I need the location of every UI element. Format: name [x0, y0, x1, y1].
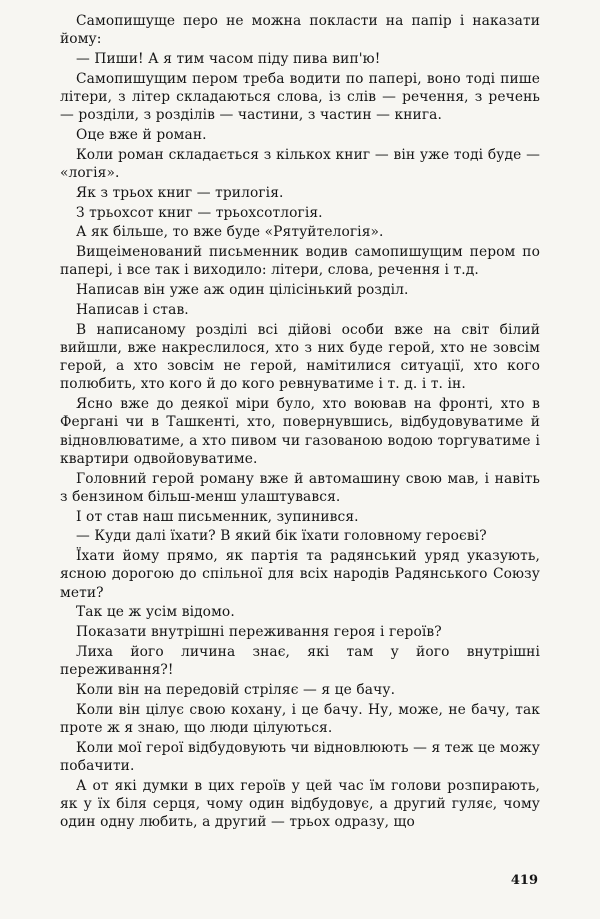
paragraph: Показати внутрішні переживання героя і героїв?	[76, 624, 442, 641]
paragraph: Написав він уже аж один цілісінький розділ.	[76, 282, 409, 299]
paragraph: Оце вже й роман.	[76, 127, 207, 143]
paragraph: В написаному розділі всі дійові особи вже на світ білий вийшли, вже накреслилося, хто з них буде герой, хто не зовсім герой, а хто зовсім не герой, намітилися ситуації, хто кого полюбить, хто кого й до кого ревнуватиме і т. д. і т. ін.	[60, 321, 540, 393]
paragraph: — Куди далі їхати? В який бік їхати головному героєві?	[76, 528, 487, 545]
paragraph: Їхати йому прямо, як партія та радянський уряд указують, ясною дорогою до спільної для всіх народів Радянського Союзу мети?	[60, 548, 540, 601]
page-number: 419	[510, 873, 538, 888]
paragraph: Головний герой роману вже й автомашину свою мав, і навіть з бензином більш-менш улаштувався.	[60, 470, 540, 505]
page-text	[60, 12, 540, 833]
paragraph: А от які думки в цих героїв у цей час їм голови розпирають, як у їх біля серця, чому один відбудовує, а другий гуляє, чому один одну любить, а другий — трьох одразу, що	[60, 777, 540, 831]
paragraph: А як більше, то вже буде «Рятуйтелогія».	[76, 224, 384, 241]
paragraph: Написав і став.	[76, 301, 189, 318]
paragraph: Як з трьох книг — трилогія.	[76, 184, 284, 201]
paragraph: Так це ж усім відомо.	[76, 604, 235, 621]
paragraph: Самопишущим пером треба водити по папері, воно тоді пише літери, з літер складаються слова, із слів — речення, з речень — розділи, з розділів — частини, з частин — книга.	[60, 70, 540, 124]
paragraph: Коли він цілує свою кохану, і це бачу. Ну, може, не бачу, так проте ж я знаю, що люди цілуються.	[60, 701, 540, 736]
paragraph: Коли він на передовій стріляє — я це бачу.	[76, 681, 396, 698]
paragraph: Лиха його личина знає, які там у його внутрішні переживання?!	[60, 643, 540, 679]
paragraph: Вищеіменований письменник водив самопишущим пером по папері, і все так і виходило: літери, слова, речення і т.д.	[60, 244, 540, 279]
paragraph: Коли роман складається з кількох книг — він уже тоді буде — «логія».	[60, 146, 540, 181]
paragraph: Ясно вже до деякої міри було, хто воював на фронті, хто в Фергані чи в Ташкенті, хто, повернувшись, відбудовуватиме й відновлюватиме, а хто пивом чи газованою водою торгуватиме і квартири одвойовуватиме.	[60, 396, 540, 467]
paragraph: Коли мої герої відбудовують чи відновлюють — я теж це можу побачити.	[60, 739, 541, 774]
paragraph: Самопишуще перо не можна покласти на папір і наказати йому:	[60, 13, 540, 48]
paragraph: — Пиши! А я тим часом піду пива вип'ю!	[76, 51, 381, 67]
paragraph: І от став наш письменник, зупинився.	[76, 508, 359, 525]
paragraph: З трьохсот книг — трьохсотлогія.	[76, 204, 323, 221]
